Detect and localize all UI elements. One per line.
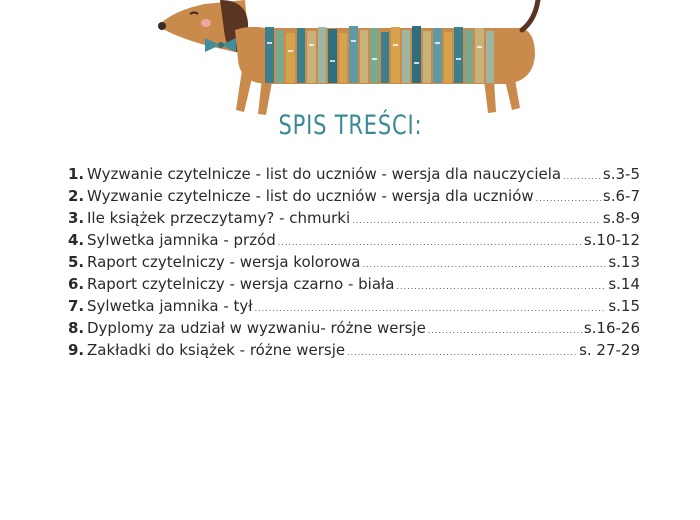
dachshund-bookshelf-illustration	[0, 0, 700, 120]
toc-item-number: 7.	[68, 297, 85, 315]
toc-item-page: s.3-5	[602, 165, 640, 183]
toc-item-number: 1.	[68, 165, 85, 183]
toc-leader-dots	[397, 276, 607, 298]
toc-item	[68, 163, 640, 185]
toc-item-label: Wyzwanie czytelnicze - list do uczniów - wersja dla nauczyciela	[87, 165, 562, 183]
toc-item-label: Sylwetka jamnika - tył	[87, 297, 253, 315]
toc-item	[68, 207, 640, 229]
toc-item-number: 6.	[68, 275, 85, 293]
toc-item-page: s.6-7	[602, 187, 640, 205]
toc-leader-dots	[536, 188, 601, 210]
toc-item-label: Sylwetka jamnika - przód	[87, 231, 276, 249]
toc-item-number: 3.	[68, 209, 85, 227]
toc-leader-dots	[362, 254, 606, 276]
toc-item-number: 4.	[68, 231, 85, 249]
toc-leader-dots	[428, 320, 582, 342]
toc-leader-dots	[352, 210, 601, 232]
toc-item-label: Wyzwanie czytelnicze - list do uczniów - wersja dla uczniów	[87, 187, 534, 205]
toc-item	[68, 295, 640, 317]
toc-item-page: s.13	[608, 253, 640, 271]
toc-item-label: Dyplomy za udział w wyzwaniu- różne wersje	[87, 319, 426, 337]
toc-item	[68, 185, 640, 207]
toc-item-page: s. 27-29	[579, 341, 640, 359]
toc-item-number: 8.	[68, 319, 85, 337]
toc-item-number: 5.	[68, 253, 85, 271]
toc-item-page: s.8-9	[602, 209, 640, 227]
toc-item	[68, 229, 640, 251]
toc-leader-dots	[563, 166, 601, 188]
toc-item-number: 9.	[68, 341, 85, 359]
page-title: SPIS TREŚCI:	[278, 110, 423, 141]
toc-item-page: s.14	[608, 275, 640, 293]
toc-item-page: s.16-26	[583, 319, 640, 337]
toc-item-label: Zakładki do książek - różne wersje	[87, 341, 346, 359]
toc-item	[68, 339, 640, 361]
toc-leader-dots	[347, 342, 577, 364]
toc-item-page: s.10-12	[583, 231, 640, 249]
toc-item	[68, 273, 640, 295]
toc-item-label: Ile książek przeczytamy? - chmurki	[87, 209, 351, 227]
toc-item-label: Raport czytelniczy - wersja kolorowa	[87, 253, 361, 271]
toc-item-number: 2.	[68, 187, 85, 205]
toc-item	[68, 317, 640, 339]
toc-item	[68, 251, 640, 273]
toc-item-page: s.15	[608, 297, 640, 315]
toc-item-label: Raport czytelniczy - wersja czarno - biała	[87, 275, 395, 293]
table-of-contents	[68, 163, 640, 361]
